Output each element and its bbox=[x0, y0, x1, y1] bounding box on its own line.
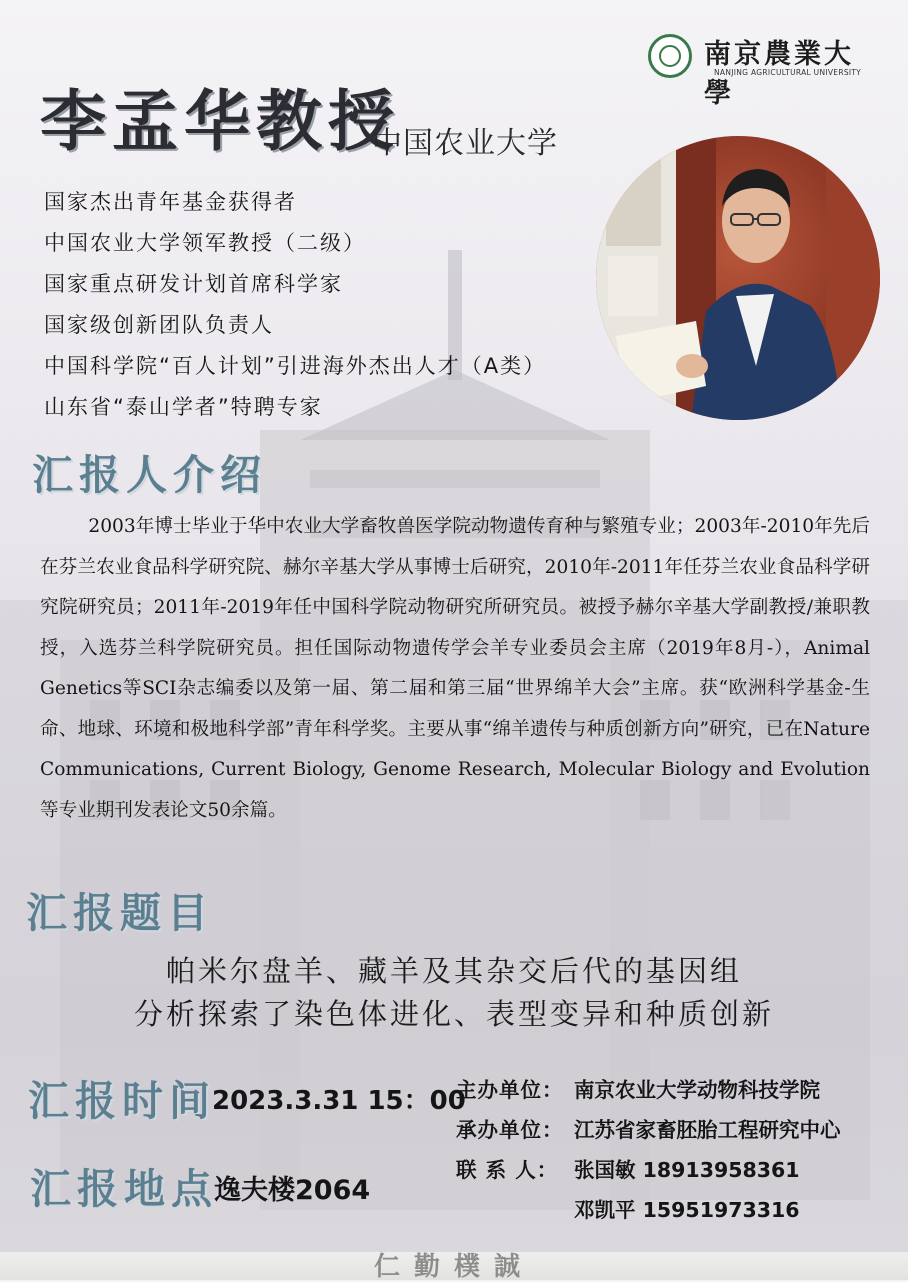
university-name-cn: 南京農業大學 bbox=[704, 39, 854, 109]
speaker-affiliation: 中国农业大学 bbox=[372, 126, 558, 161]
bio-text: 2003年博士毕业于华中农业大学畜牧兽医学院动物遗传育种与繁殖专业；2003年-2010年先后在芬兰农业食品科学研究院、赫尔辛基大学从事博士后研究，2010年-2011年任芬兰农业食品科学研究院研究员；2011年-2019年任中国科学院动物研究所研究员。被授予赫尔辛基大学副教授/兼职教授，入选芬兰科学院研究员。担任国际动物遗传学会羊专业委员会主席（2019年8月-），Animal Genetics等SCI杂志编委以及第一届、第二届和第三届“世界绵羊大会”主席。获“欧洲科学基金-生命、地球、环境和极地科学部”青年科学奖。主要从事“绵羊遗传与种质创新方向”研究，已在Nature Communications, Current Biology, Genome Research, Molecular Biology and Evolution等专业期刊发表论文50余篇。 bbox=[40, 516, 870, 821]
co-organizer-label: 承办单位： bbox=[456, 1118, 564, 1142]
university-logo bbox=[648, 28, 868, 109]
speaker-bio bbox=[40, 507, 870, 831]
host-label: 主办单位： bbox=[456, 1078, 564, 1102]
topic-line: 分析探索了染色体进化、表型变异和种质创新 bbox=[133, 997, 774, 1031]
speaker-name: 李孟华教授 bbox=[40, 83, 400, 160]
speaker-titles bbox=[44, 182, 546, 428]
speaker-title: 中国科学院“百人计划”引进海外杰出人才（A类） bbox=[44, 354, 547, 378]
contact-value: 邓凯平 15951973316 bbox=[574, 1198, 800, 1222]
host-value: 南京农业大学动物科技学院 bbox=[574, 1078, 820, 1102]
speaker-title: 国家级创新团队负责人 bbox=[44, 313, 274, 337]
report-time: 2023.3.31 15：00 bbox=[212, 1086, 466, 1116]
topic-heading: 汇报题目 bbox=[26, 889, 214, 937]
speaker-title: 山东省“泰山学者”特聘专家 bbox=[44, 395, 323, 419]
report-place: 逸夫楼2064 bbox=[214, 1175, 371, 1206]
time-heading: 汇报时间 bbox=[28, 1077, 216, 1125]
organizer-info bbox=[456, 1070, 841, 1230]
contact-label: 联 系 人： bbox=[456, 1158, 559, 1182]
speaker-title: 国家杰出青年基金获得者 bbox=[44, 190, 297, 214]
co-organizer-row bbox=[456, 1110, 841, 1150]
contact-value: 张国敏 18913958361 bbox=[574, 1158, 800, 1182]
speaker-title: 中国农业大学领军教授（二级） bbox=[44, 231, 366, 255]
contact-row bbox=[456, 1190, 841, 1230]
motto-bar bbox=[0, 1252, 908, 1280]
speaker-title: 国家重点研发计划首席科学家 bbox=[44, 272, 343, 296]
university-motto: 仁勤樸誠 bbox=[373, 1252, 534, 1282]
host-row bbox=[456, 1070, 841, 1110]
university-name-en: NANJING AGRICULTURAL UNIVERSITY bbox=[714, 68, 862, 77]
co-organizer-value: 江苏省家畜胚胎工程研究中心 bbox=[574, 1118, 841, 1142]
speaker-photo bbox=[596, 136, 880, 420]
university-seal-icon bbox=[648, 34, 692, 78]
place-heading: 汇报地点 bbox=[30, 1165, 218, 1213]
contact-row bbox=[456, 1150, 841, 1190]
topic-line: 帕米尔盘羊、藏羊及其杂交后代的基因组 bbox=[165, 954, 742, 988]
report-topic bbox=[0, 950, 908, 1036]
intro-heading: 汇报人介绍 bbox=[32, 451, 267, 499]
